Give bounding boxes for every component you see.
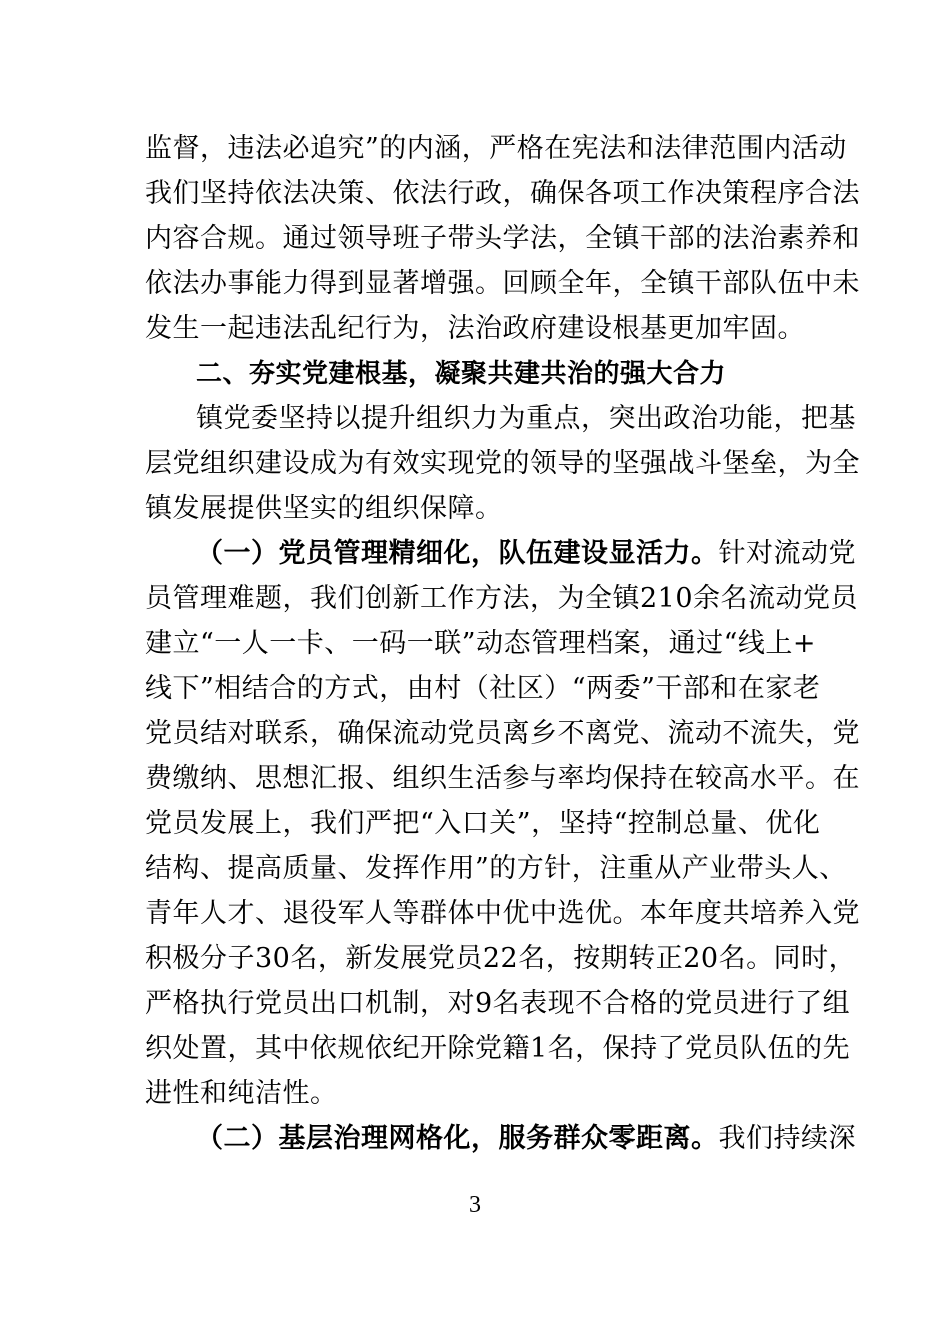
body-line: 积极分子30名，新发展党员22名，按期转正20名。同时，	[145, 943, 857, 974]
body-line: 织处置，其中依规依纪开除党籍1名，保持了党员队伍的先	[145, 1033, 851, 1064]
subsection-heading: （一）党员管理精细化，队伍建设显活力。	[196, 538, 719, 569]
body-line: 线下”相结合的方式，由村（社区）“两委”干部和在家老	[145, 673, 821, 704]
body-line: 结构、提高质量、发挥作用”的方针，注重从产业带头人、	[145, 853, 847, 884]
subsection-heading: （二）基层治理网格化，服务群众零距离。	[196, 1123, 719, 1154]
subsection-line	[196, 534, 856, 574]
body-line: 员管理难题，我们创新工作方法，为全镇210余名流动党员	[145, 583, 859, 614]
body-line: 镇党委坚持以提升组织力为重点，突出政治功能，把基	[196, 403, 856, 434]
body-line: 层党组织建设成为有效实现党的领导的坚强战斗堡垒，为全	[145, 448, 860, 479]
body-line: 费缴纳、思想汇报、组织生活参与率均保持在较高水平。在	[145, 763, 860, 794]
body-line: 党员结对联系，确保流动党员离乡不离党、流动不流失，党	[145, 718, 860, 749]
body-line: 镇发展提供坚实的组织保障。	[145, 493, 503, 524]
body-line: 建立“一人一卡、一码一联”动态管理档案，通过“线上+	[145, 628, 817, 659]
body-line: 严格执行党员出口机制，对9名表现不合格的党员进行了组	[145, 988, 851, 1019]
body-line: 青年人才、退役军人等群体中优中选优。本年度共培养入党	[145, 898, 860, 929]
body-line: 监督，违法必追究”的内涵，严格在宪法和法律范围内活动	[145, 133, 847, 164]
page-number: 3	[469, 1192, 481, 1218]
body-line: 党员发展上，我们严把“入口关”，坚持“控制总量、优化	[145, 808, 821, 839]
body-line: 发生一起违法乱纪行为，法治政府建设根基更加牢固。	[145, 313, 805, 344]
section-heading: 二、夯实党建根基，凝聚共建共治的强大合力	[196, 359, 727, 389]
body-line: 进性和纯洁性。	[145, 1078, 338, 1109]
subsection-line	[196, 1119, 856, 1159]
subsection-text: 针对流动党	[718, 538, 856, 569]
body-line: 我们坚持依法决策、依法行政，确保各项工作决策程序合法	[145, 178, 860, 209]
subsection-text: 我们持续深	[718, 1123, 856, 1154]
body-line: 内容合规。通过领导班子带头学法，全镇干部的法治素养和	[145, 223, 860, 254]
body-line: 依法办事能力得到显著增强。回顾全年，全镇干部队伍中未	[145, 268, 860, 299]
